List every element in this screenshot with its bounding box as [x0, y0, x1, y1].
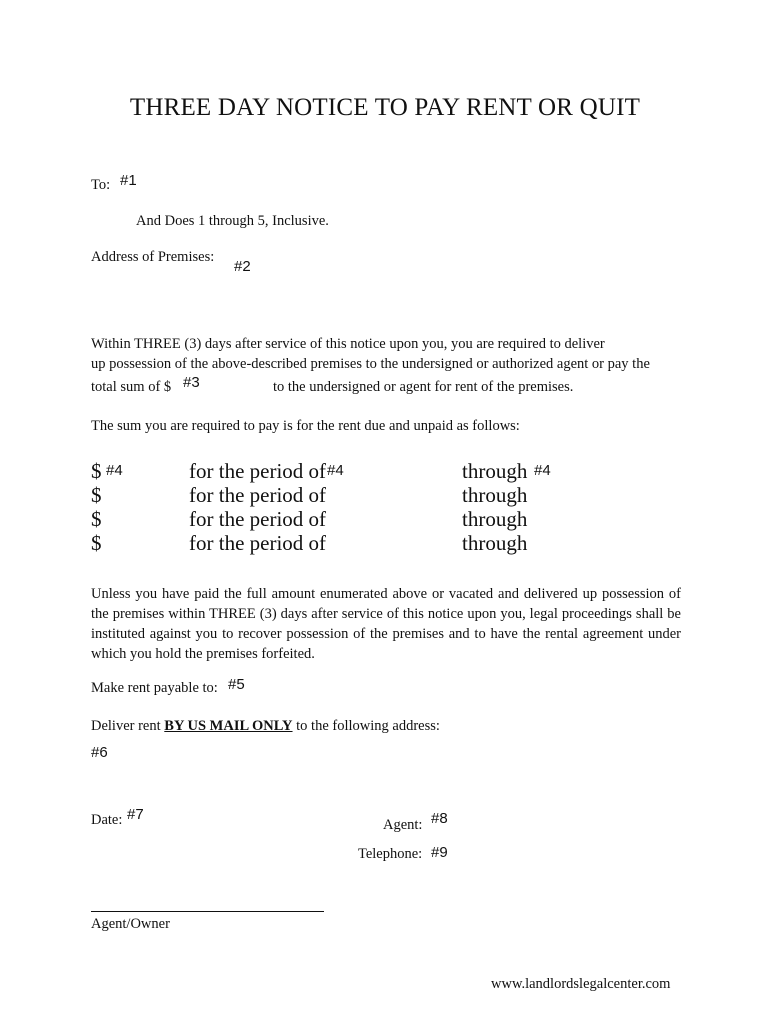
legal-paragraph: Unless you have paid the full amount enumerated above or vacated and delivered up possession of the premises within THREE (3) days after service of this notice upon you, legal proceedings shall be instituted against you to recover possession of the premises and to have the rental agreement under which you hold the premises forfeited.: [91, 586, 681, 662]
period-label: for the period of: [189, 507, 327, 531]
through-label: through: [462, 531, 528, 555]
payable-label: Make rent payable to:: [91, 680, 218, 696]
sum-label: total sum of $: [91, 379, 172, 395]
period-label: for the period of: [189, 483, 327, 507]
dollar-sign: $: [91, 483, 102, 507]
telephone-field[interactable]: #9: [431, 844, 448, 861]
to-label: To:: [91, 177, 111, 193]
address-label: Address of Premises:: [91, 249, 215, 265]
amount-field[interactable]: #4: [106, 462, 123, 479]
dollar-sign: $: [91, 459, 102, 483]
document-title: THREE DAY NOTICE TO PAY RENT OR QUIT: [129, 94, 641, 121]
period-label: for the period of: [189, 459, 327, 483]
paragraph-line-1: Within THREE (3) days after service of this notice upon you, you are required to deliver: [91, 336, 605, 352]
agent-field[interactable]: #8: [431, 810, 448, 827]
through-field[interactable]: #4: [534, 462, 551, 479]
deliver-emphasis: BY US MAIL ONLY: [164, 718, 293, 734]
deliver-prefix: Deliver rent: [91, 718, 161, 734]
deliver-line: [91, 718, 440, 735]
period-label: for the period of: [189, 531, 327, 555]
telephone-label: Telephone:: [358, 846, 423, 862]
date-label: Date:: [91, 812, 123, 828]
sum-field[interactable]: #3: [183, 374, 200, 391]
sum-intro: The sum you are required to pay is for the rent due and unpaid as follows:: [91, 418, 520, 434]
through-label: through: [462, 483, 528, 507]
through-label: through: [462, 459, 528, 483]
agent-label: Agent:: [383, 817, 423, 833]
to-field[interactable]: #1: [120, 172, 137, 189]
address-field[interactable]: #2: [234, 258, 251, 275]
deliver-suffix: to the following address:: [296, 718, 440, 734]
sum-rest: to the undersigned or agent for rent of the premises.: [273, 379, 574, 395]
date-field[interactable]: #7: [127, 806, 144, 823]
through-label: through: [462, 507, 528, 531]
dollar-sign: $: [91, 531, 102, 555]
deliver-address-field[interactable]: #6: [91, 744, 108, 761]
paragraph-line-2: up possession of the above-described premises to the undersigned or authorized agent or pay the: [91, 356, 650, 372]
does-text: And Does 1 through 5, Inclusive.: [136, 213, 329, 229]
signature-label: Agent/Owner: [91, 916, 170, 932]
dollar-sign: $: [91, 507, 102, 531]
period-field[interactable]: #4: [327, 462, 344, 479]
footer-url[interactable]: www.landlordslegalcenter.com: [491, 976, 671, 992]
signature-line: [91, 911, 324, 912]
payable-field[interactable]: #5: [228, 676, 245, 693]
